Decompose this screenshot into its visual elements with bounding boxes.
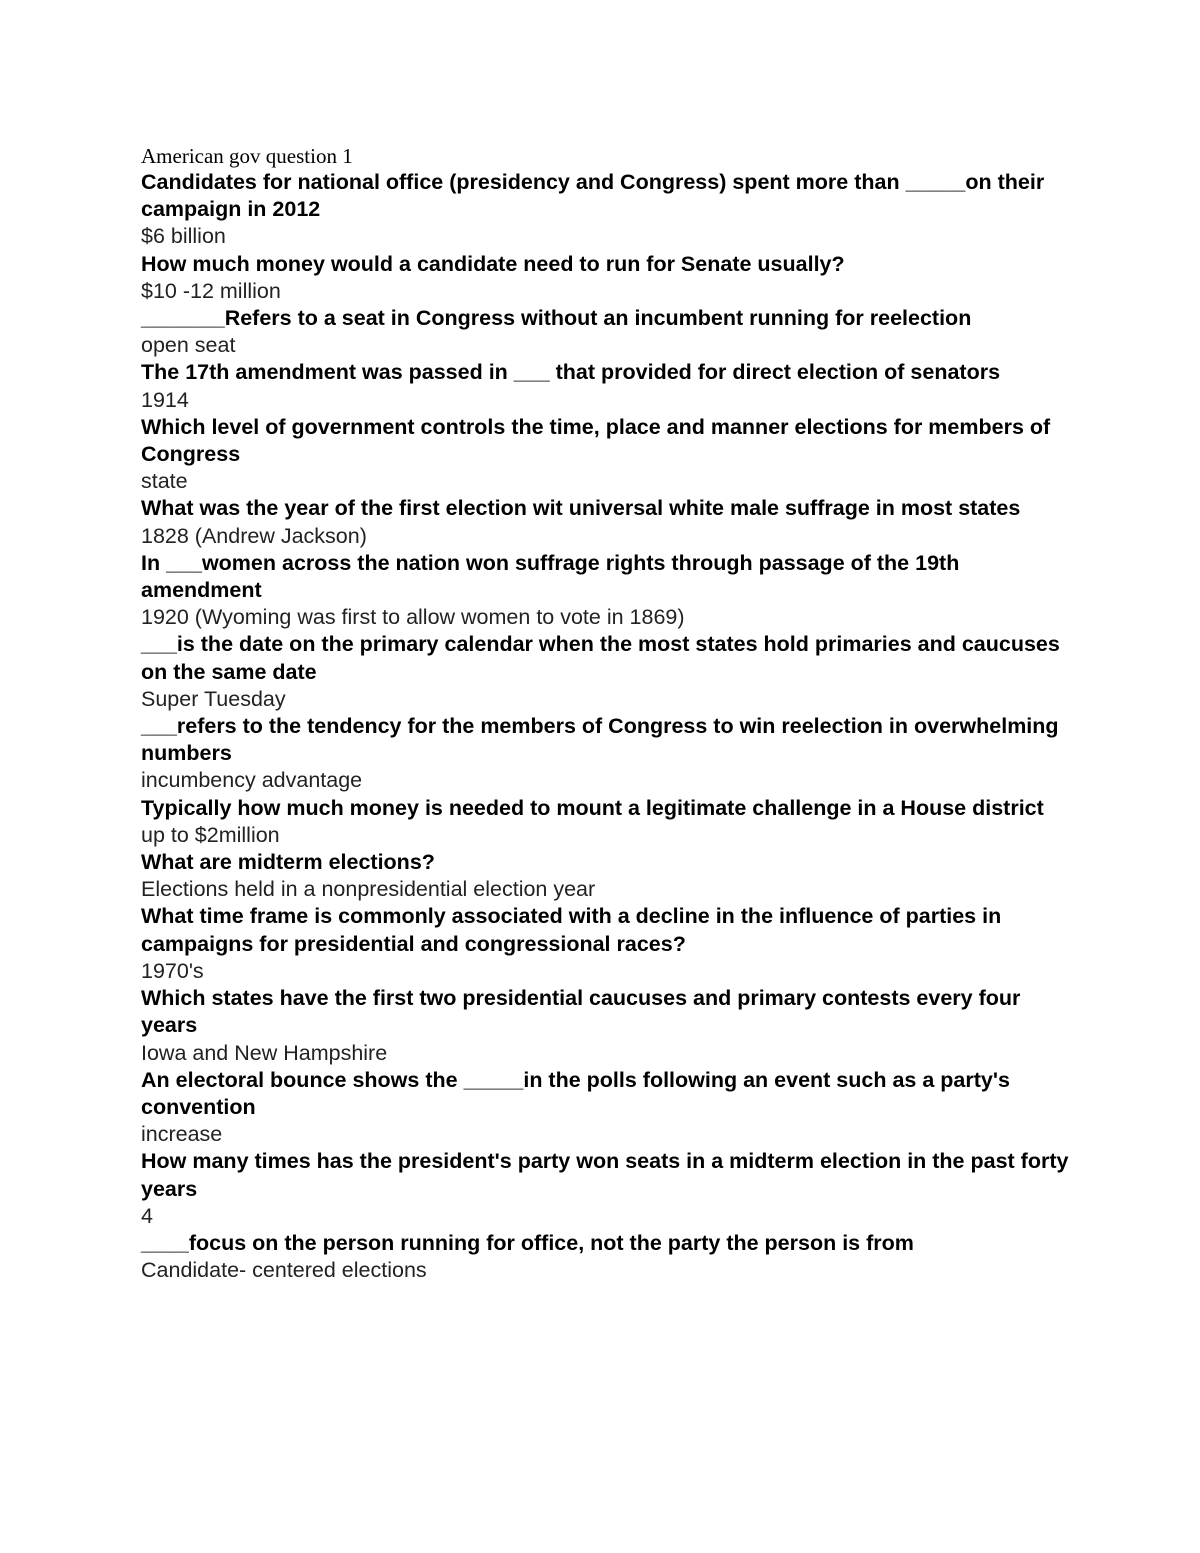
qa-item-8 <box>141 631 1071 713</box>
qa-item-12 <box>141 903 1071 985</box>
qa-item-2 <box>141 251 1071 305</box>
qa-item-9 <box>141 713 1071 795</box>
qa-item-5 <box>141 414 1071 496</box>
qa-item-10 <box>141 795 1071 849</box>
answer-text: $6 billion <box>141 224 226 249</box>
answer-text: 1970's <box>141 958 204 983</box>
question-text: ____focus on the person running for office, not the party the person is from <box>141 1230 914 1255</box>
qa-item-13 <box>141 985 1071 1067</box>
question-text: _______Refers to a seat in Congress without an incumbent running for reelection <box>141 306 972 331</box>
answer-text: up to $2million <box>141 822 280 847</box>
answer-text: state <box>141 469 188 494</box>
document-title: American gov question 1 <box>141 144 353 168</box>
question-text: Which states have the first two presidential caucuses and primary contests every four years <box>141 986 1021 1038</box>
answer-text: Iowa and New Hampshire <box>141 1040 388 1065</box>
question-text: An electoral bounce shows the _____in the polls following an event such as a party's convention <box>141 1067 1010 1119</box>
qa-item-7 <box>141 550 1071 632</box>
qa-item-4 <box>141 359 1071 413</box>
answer-text: Super Tuesday <box>141 686 286 711</box>
answer-text: incumbency advantage <box>141 768 363 793</box>
qa-item-3 <box>141 305 1071 359</box>
answer-text: $10 -12 million <box>141 278 281 303</box>
qa-item-16 <box>141 1230 1071 1284</box>
qa-item-1 <box>141 169 1071 251</box>
question-text: Typically how much money is needed to mount a legitimate challenge in a House district <box>141 795 1044 820</box>
qa-item-14 <box>141 1067 1071 1149</box>
question-text: ___is the date on the primary calendar when the most states hold primaries and caucuses on the same date <box>141 632 1060 684</box>
qa-item-11 <box>141 849 1071 903</box>
qa-item-6 <box>141 495 1071 549</box>
answer-text: 1914 <box>141 387 189 412</box>
question-text: The 17th amendment was passed in ___ that provided for direct election of senators <box>141 360 1001 385</box>
answer-text: Elections held in a nonpresidential election year <box>141 877 596 902</box>
question-text: How many times has the president's party won seats in a midterm election in the past forty years <box>141 1149 1069 1201</box>
answer-text: 4 <box>141 1203 153 1228</box>
qa-item-15 <box>141 1148 1071 1230</box>
document-page <box>141 143 1071 1284</box>
question-text: What time frame is commonly associated with a decline in the influence of parties in campaigns for presidential and congressional races? <box>141 904 1002 956</box>
answer-text: Candidate- centered elections <box>141 1258 427 1283</box>
question-text: Candidates for national office (presidency and Congress) spent more than _____on their campaign in 2012 <box>141 170 1045 222</box>
answer-text: 1920 (Wyoming was first to allow women to vote in 1869) <box>141 605 685 630</box>
question-text: In ___women across the nation won suffrage rights through passage of the 19th amendment <box>141 550 960 603</box>
question-text: What was the year of the first election wit universal white male suffrage in most states <box>141 496 1021 521</box>
question-text: Which level of government controls the time, place and manner elections for members of Congress <box>141 414 1051 467</box>
answer-text: increase <box>141 1122 223 1147</box>
answer-text: open seat <box>141 333 236 358</box>
question-text: ___refers to the tendency for the members of Congress to win reelection in overwhelming numbers <box>141 714 1059 766</box>
question-text: What are midterm elections? <box>141 850 435 875</box>
answer-text: 1828 (Andrew Jackson) <box>141 523 367 548</box>
question-text: How much money would a candidate need to run for Senate usually? <box>141 251 845 276</box>
